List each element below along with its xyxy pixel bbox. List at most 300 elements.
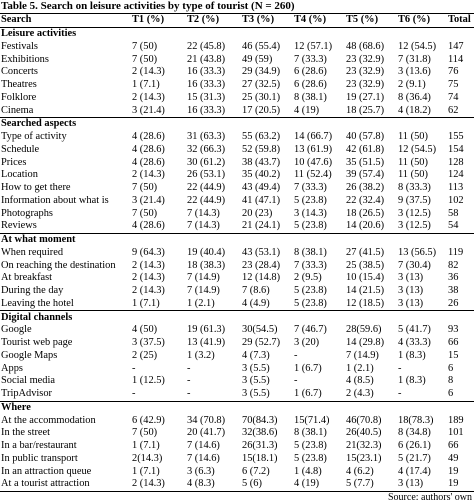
section-title: Digital channels: [0, 311, 474, 324]
source-note: Source: authors' own: [387, 492, 472, 503]
table-row: [0, 388, 474, 401]
cell-total: 113: [448, 182, 464, 194]
cell-t3: 20 (23): [242, 207, 273, 219]
cell-search: TripAdvisor: [1, 388, 53, 400]
cell-t6: 12 (54.5): [398, 40, 437, 52]
cell-total: 49: [448, 452, 459, 464]
cell-t2: 21 (43.8): [187, 53, 226, 65]
cell-search: Festivals: [1, 40, 38, 52]
header-t4: T4 (%): [293, 14, 345, 28]
cell-t1: 2 (14.3): [132, 272, 165, 284]
cell-total: 128: [448, 156, 464, 168]
cell-search: Information about what is: [1, 194, 109, 206]
cell-t5: 25 (38.5): [346, 259, 385, 271]
cell-t3: 23 (28.4): [242, 259, 281, 271]
cell-t5: 14 (20.6): [346, 220, 385, 232]
cell-t5: 5 (7.7): [345, 478, 397, 491]
cell-t1: 4 (28.6): [132, 220, 165, 232]
section-title: At what moment: [0, 233, 474, 246]
cell-t2: 18 (38.3): [187, 259, 226, 271]
cell-search: Cinema: [1, 104, 34, 116]
cell-t2: 22 (45.8): [187, 40, 226, 52]
cell-t6: 4 (17.4): [398, 465, 431, 477]
cell-t6: 8 (34.8): [398, 427, 431, 439]
cell-total: 6: [448, 388, 454, 400]
cell-t3: 46 (55.4): [242, 40, 281, 52]
cell-t1: 2 (14.3): [132, 66, 165, 78]
cell-t5: 39 (57.4): [346, 169, 385, 181]
cell-t4: -: [294, 375, 298, 387]
cell-t3: 27 (32.5): [242, 79, 281, 91]
cell-t5: 48 (68.6): [346, 40, 385, 52]
cell-search: At the accommodation: [1, 414, 96, 426]
cell-t2: 13 (41.9): [187, 337, 226, 349]
cell-t4: 14 (66.7): [294, 131, 333, 143]
cell-t2: 16 (33.3): [187, 66, 226, 78]
cell-total: 124: [448, 169, 464, 181]
cell-t3: 29 (52.7): [242, 337, 281, 349]
cell-search: Social media: [1, 375, 55, 387]
cell-t6: 4 (33.3): [398, 337, 431, 349]
cell-search: Leaving the hotel: [1, 297, 74, 309]
cell-t5: 10 (15.4): [346, 272, 385, 284]
cell-total: 114: [448, 53, 464, 65]
cell-total: 101: [448, 427, 464, 439]
cell-t5: 1 (2.1): [346, 362, 374, 374]
table-row: [0, 337, 474, 350]
header-t1: T1 (%): [131, 14, 186, 28]
cell-t4: 1 (4.8): [294, 465, 322, 477]
cell-t5: 18 (26.5): [346, 207, 385, 219]
cell-t1: 4 (50): [132, 324, 158, 336]
cell-search: Exhibitions: [1, 53, 49, 65]
cell-t3: 3 (5.5): [242, 388, 270, 400]
cell-t6: 1 (8.3): [398, 375, 426, 387]
cell-search: When required: [1, 246, 64, 258]
cell-t2: 7 (14.3): [187, 220, 220, 232]
cell-search: How to get there: [1, 182, 71, 194]
cell-t2: 7 (14.9): [187, 272, 220, 284]
cell-t6: 11 (50): [398, 169, 428, 181]
cell-t4: 5 (23.8): [294, 285, 327, 297]
cell-t1: 4 (28.6): [132, 143, 165, 155]
cell-t2: 26 (53.1): [187, 169, 226, 181]
table-row: [0, 169, 474, 182]
cell-t4: 5 (23.8): [294, 297, 327, 309]
cell-t5: 40 (57.8): [346, 131, 385, 143]
cell-total: 82: [448, 259, 459, 271]
cell-t1: 7 (50): [132, 53, 158, 65]
cell-search: Reviews: [1, 220, 37, 232]
cell-t2: 7 (14.6): [187, 452, 220, 464]
cell-search: Tourist web page: [1, 337, 73, 349]
cell-t5: 22 (32.4): [346, 194, 385, 206]
table-row: [0, 465, 474, 478]
cell-t3: 21 (24.1): [242, 220, 281, 232]
cell-total: 119: [448, 246, 464, 258]
table-row: [0, 144, 474, 157]
table-row: [0, 285, 474, 298]
cell-t5: 19 (27.1): [346, 91, 385, 103]
cell-t2: 19 (61.3): [187, 324, 226, 336]
table-row: [0, 414, 474, 427]
cell-t3: 38 (43.7): [242, 156, 281, 168]
cell-t5: 23 (32.9): [346, 66, 385, 78]
cell-t1: 1 (7.1): [132, 79, 160, 91]
table-row: [0, 195, 474, 208]
cell-search: In public transport: [1, 452, 78, 464]
cell-t4: 10 (47.6): [294, 156, 333, 168]
cell-search: Folklore: [1, 91, 37, 103]
cell-t4: 8 (38.1): [294, 427, 327, 439]
cell-t3: 4 (4.9): [242, 297, 270, 309]
cell-t6: 5 (21.7): [398, 452, 431, 464]
table-row: [0, 259, 474, 272]
cell-t4: 2 (9.5): [294, 272, 322, 284]
cell-t2: 34 (70.8): [187, 414, 226, 426]
cell-search: Schedule: [1, 143, 40, 155]
cell-search: Theatres: [1, 79, 37, 91]
cell-t1: 2 (14.3): [132, 285, 165, 297]
cell-t6: 13 (56.5): [398, 246, 437, 258]
cell-total: 147: [448, 40, 464, 52]
cell-t1: 1 (12.5): [132, 375, 165, 387]
cell-total: 66: [448, 337, 459, 349]
cell-t2: 1 (2.1): [187, 297, 215, 309]
cell-t1: 9 (64.3): [132, 246, 165, 258]
cell-t1: 2 (14.3): [131, 478, 186, 491]
table-row: [0, 453, 474, 466]
cell-t6: 12 (54.5): [398, 143, 437, 155]
cell-t1: -: [132, 362, 136, 374]
cell-t1: 7 (50): [132, 40, 158, 52]
cell-t2: 16 (33.3): [187, 79, 226, 91]
section-header-row: [0, 311, 474, 324]
table-row: [0, 324, 474, 337]
cell-t5: 4 (8.5): [346, 375, 374, 387]
cell-search: Prices: [1, 156, 27, 168]
cell-t5: 26 (38.2): [346, 182, 385, 194]
table-row: [0, 440, 474, 453]
cell-t6: 18(78.3): [398, 414, 434, 426]
cell-t3: 43 (49.4): [242, 182, 281, 194]
cell-t3: 32(38.6): [242, 427, 278, 439]
cell-search: In a bar/restaurant: [1, 440, 77, 452]
cell-t4: 3 (14.3): [294, 207, 327, 219]
section-header-row: [0, 27, 474, 40]
cell-total: 155: [448, 131, 464, 143]
cell-total: 26: [448, 297, 459, 309]
table-row: [0, 53, 474, 66]
cell-t4: 3 (20): [294, 337, 320, 349]
cell-t5: 12 (18.5): [346, 297, 385, 309]
header-t2: T2 (%): [186, 14, 241, 28]
cell-t1: 6 (42.9): [132, 414, 165, 426]
cell-t5: 42 (61.8): [346, 143, 385, 155]
cell-t4: 5 (23.8): [294, 440, 327, 452]
cell-t2: 22 (44.9): [187, 182, 226, 194]
cell-t6: 4 (18.2): [398, 104, 431, 116]
section-title: Searched aspects: [0, 118, 474, 131]
cell-t3: 12 (14.8): [242, 272, 281, 284]
cell-t6: 3 (12.5): [398, 220, 431, 232]
table-row: [0, 207, 474, 220]
cell-t1: 7 (50): [132, 182, 158, 194]
cell-t1: -: [132, 388, 136, 400]
cell-search: Google Maps: [1, 349, 58, 361]
cell-t3: 15(18.1): [242, 452, 278, 464]
table-row: [0, 478, 474, 491]
cell-search: During the day: [1, 285, 64, 297]
cell-total: 75: [448, 79, 459, 91]
table-row: [0, 247, 474, 260]
cell-t5: 4 (6.2): [346, 465, 374, 477]
table-title: Table 5. Search on leisure activities by type of tourist (N = 260): [1, 0, 295, 12]
table-row: [0, 427, 474, 440]
table-row: [0, 79, 474, 92]
cell-t2: -: [187, 388, 191, 400]
cell-t3: 3 (5.5): [242, 362, 270, 374]
cell-total: 19: [448, 465, 459, 477]
cell-search: Location: [1, 169, 38, 181]
cell-t4: 8 (38.1): [294, 91, 327, 103]
table-row: [0, 375, 474, 388]
cell-total: 15: [448, 349, 459, 361]
section-header-row: [0, 118, 474, 131]
cell-t2: 22 (44.9): [187, 194, 226, 206]
cell-search: In the street: [1, 427, 51, 439]
cell-t4: 7 (33.3): [294, 182, 327, 194]
cell-t1: 1 (7.1): [132, 440, 160, 452]
cell-t1: 2 (14.3): [132, 259, 165, 271]
cell-search: Google: [1, 324, 32, 336]
cell-t3: 55 (63.2): [242, 131, 281, 143]
cell-search: On reaching the destination: [1, 259, 116, 271]
header-t5: T5 (%): [345, 14, 397, 28]
cell-t2: 20 (41.7): [187, 427, 226, 439]
cell-t2: 1 (3.2): [187, 349, 215, 361]
table-body: [0, 27, 474, 491]
cell-t1: 3 (21.4): [132, 104, 165, 116]
table-row: [0, 362, 474, 375]
cell-t1: 1 (7.1): [132, 465, 160, 477]
cell-t6: 3 (13): [398, 285, 424, 297]
cell-t1: 3 (37.5): [132, 337, 165, 349]
section-header-row: [0, 401, 474, 414]
table-row: [0, 350, 474, 363]
cell-total: 189: [448, 414, 464, 426]
cell-t3: 30(54.5): [242, 324, 278, 336]
cell-t2: 4 (8.3): [186, 478, 241, 491]
cell-t3: 3 (5.5): [242, 375, 270, 387]
table-row: [0, 156, 474, 169]
cell-t4: 4 (19): [294, 104, 320, 116]
section-header-row: [0, 233, 474, 246]
cell-t2: 15 (31.3): [187, 91, 226, 103]
cell-t6: 11 (50): [398, 131, 428, 143]
cell-search: Apps: [1, 362, 23, 374]
section-title: Leisure activities: [1, 28, 77, 40]
cell-t3: 5 (6): [241, 478, 293, 491]
cell-t5: 28(59.6): [346, 324, 382, 336]
cell-t4: 5 (23.8): [294, 452, 327, 464]
cell-total: 102: [448, 194, 464, 206]
cell-t6: 7 (30.4): [398, 259, 431, 271]
cell-t3: 70(84.3): [242, 414, 278, 426]
cell-t5: 26(40.5): [346, 427, 382, 439]
cell-t4: 13 (61.9): [294, 143, 333, 155]
cell-t2: 30 (61.2): [187, 156, 226, 168]
cell-t1: 4 (28.6): [132, 156, 165, 168]
cell-t6: 3 (13): [397, 478, 447, 491]
cell-total: 62: [448, 104, 459, 116]
cell-t2: 31 (63.3): [187, 131, 226, 143]
cell-t6: 3 (13): [398, 272, 424, 284]
cell-t4: 8 (38.1): [294, 246, 327, 258]
cell-t3: 49 (59): [242, 53, 273, 65]
cell-t4: 4 (19): [293, 478, 345, 491]
cell-search: Photographs: [1, 207, 53, 219]
cell-total: 54: [448, 220, 459, 232]
cell-t4: 6 (28.6): [294, 79, 327, 91]
cell-t3: 7 (8.6): [242, 285, 270, 297]
cell-t5: 27 (41.5): [346, 246, 385, 258]
cell-t5: 23 (32.9): [346, 79, 385, 91]
cell-t6: 3 (13.6): [398, 66, 431, 78]
cell-total: 38: [448, 285, 459, 297]
header-t3: T3 (%): [241, 14, 293, 28]
cell-t3: 17 (20.5): [242, 104, 281, 116]
cell-t4: 5 (23.8): [294, 220, 327, 232]
cell-t1: 7 (50): [132, 427, 158, 439]
cell-t1: 2 (14.3): [132, 169, 165, 181]
cell-search: Concerts: [1, 66, 38, 78]
cell-t4: 15(71.4): [294, 414, 330, 426]
header-search: Search: [0, 14, 131, 28]
cell-t4: 12 (57.1): [294, 40, 333, 52]
cell-t6: 1 (8.3): [398, 349, 426, 361]
cell-t6: 3 (13): [398, 297, 424, 309]
cell-t3: 6 (7.2): [242, 465, 270, 477]
table-row: [0, 92, 474, 105]
table-row: [0, 182, 474, 195]
cell-search: At breakfast: [1, 272, 53, 284]
cell-total: 58: [448, 207, 459, 219]
header-total: Total: [447, 14, 474, 28]
cell-t5: 18 (25.7): [346, 104, 385, 116]
cell-t4: -: [294, 349, 298, 361]
cell-t1: 1 (7.1): [132, 297, 160, 309]
cell-t6: 3 (12.5): [398, 207, 431, 219]
table-row: [0, 298, 474, 311]
cell-t3: 4 (7.3): [242, 349, 270, 361]
cell-t4: 1 (6.7): [294, 388, 322, 400]
cell-t5: 7 (14.9): [346, 349, 379, 361]
cell-t1: 2(14.3): [132, 452, 163, 464]
cell-t3: 35 (40.2): [242, 169, 281, 181]
cell-t5: 14 (29.8): [346, 337, 385, 349]
cell-total: 93: [448, 324, 459, 336]
table-row: [0, 41, 474, 54]
cell-t6: 8 (33.3): [398, 182, 431, 194]
cell-t6: 7 (31.8): [398, 53, 431, 65]
cell-t6: 11 (50): [398, 156, 428, 168]
cell-t4: 7 (33.3): [294, 53, 327, 65]
cell-t1: 2 (14.3): [132, 91, 165, 103]
cell-total: 36: [448, 272, 459, 284]
cell-t4: 5 (23.8): [294, 194, 327, 206]
cell-total: 74: [448, 91, 459, 103]
cell-t2: 19 (40.4): [187, 246, 226, 258]
cell-t1: 4 (28.6): [132, 131, 165, 143]
cell-t1: 7 (50): [132, 207, 158, 219]
cell-t6: -: [398, 362, 402, 374]
section-title: Where: [0, 401, 474, 414]
cell-t1: 2 (25): [132, 349, 158, 361]
search-table: [0, 13, 474, 492]
cell-search: At a tourist attraction: [0, 478, 131, 491]
cell-total: 19: [447, 478, 474, 491]
cell-t6: 8 (36.4): [398, 91, 431, 103]
cell-t3: 52 (59.8): [242, 143, 281, 155]
cell-t6: 9 (37.5): [398, 194, 431, 206]
cell-t2: -: [187, 375, 191, 387]
cell-t3: 41 (47.1): [242, 194, 281, 206]
cell-t5: 35 (51.5): [346, 156, 385, 168]
cell-t5: 21(32.3): [346, 440, 382, 452]
cell-t5: 14 (21.5): [346, 285, 385, 297]
cell-t6: 5 (41.7): [398, 324, 431, 336]
cell-t6: 2 (9.1): [398, 79, 426, 91]
table-row: [0, 104, 474, 117]
table-row: [0, 272, 474, 285]
header-row: [0, 14, 474, 28]
cell-t3: 29 (34.9): [242, 66, 281, 78]
table-row: [0, 220, 474, 233]
header-t6: T6 (%): [397, 14, 447, 28]
cell-total: 154: [448, 143, 464, 155]
table-row: [0, 131, 474, 144]
cell-t5: 2 (4.3): [346, 388, 374, 400]
table-row: [0, 66, 474, 79]
cell-t2: -: [187, 362, 191, 374]
cell-search: In an attraction queue: [1, 465, 92, 477]
cell-t6: 6 (26.1): [398, 440, 431, 452]
cell-t2: 16 (33.3): [187, 104, 226, 116]
cell-t5: 46(70.8): [346, 414, 382, 426]
cell-t6: -: [398, 388, 402, 400]
cell-t5: 15(23.1): [346, 452, 382, 464]
cell-t2: 32 (66.3): [187, 143, 226, 155]
cell-t2: 3 (6.3): [187, 465, 215, 477]
cell-t5: 23 (32.9): [346, 53, 385, 65]
cell-search: Type of activity: [1, 131, 67, 143]
cell-t4: 1 (6.7): [294, 362, 322, 374]
cell-t2: 7 (14.9): [187, 285, 220, 297]
cell-total: 8: [448, 375, 454, 387]
cell-t3: 43 (53.1): [242, 246, 281, 258]
cell-total: 76: [448, 66, 459, 78]
cell-t4: 11 (52.4): [294, 169, 332, 181]
cell-t4: 6 (28.6): [294, 66, 327, 78]
cell-t3: 25 (30.1): [242, 91, 281, 103]
cell-total: 66: [448, 440, 459, 452]
cell-t1: 3 (21.4): [132, 194, 165, 206]
cell-t3: 26(31.3): [242, 440, 278, 452]
cell-t2: 7 (14.3): [187, 207, 220, 219]
cell-total: 6: [448, 362, 454, 374]
cell-t2: 7 (14.6): [187, 440, 220, 452]
